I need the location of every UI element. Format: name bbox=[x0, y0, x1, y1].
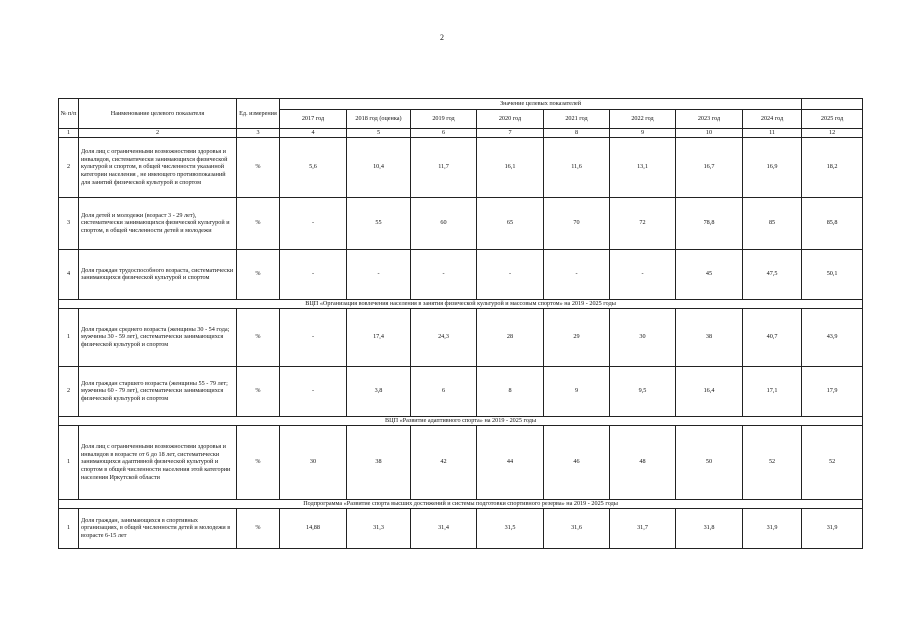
header-num: № п/п bbox=[59, 99, 79, 129]
value-cell: 70 bbox=[544, 197, 610, 249]
value-cell: 50 bbox=[676, 425, 743, 499]
unit-cell: % bbox=[237, 425, 280, 499]
table-row bbox=[59, 137, 863, 197]
value-cell: - bbox=[280, 197, 347, 249]
value-cell: 17,9 bbox=[802, 366, 863, 416]
value-cell: 10,4 bbox=[347, 137, 411, 197]
value-cell: 31,5 bbox=[477, 508, 544, 548]
value-cell: 40,7 bbox=[743, 308, 802, 366]
year-header: 2020 год bbox=[477, 110, 544, 129]
table-row bbox=[59, 308, 863, 366]
year-header: 2023 год bbox=[676, 110, 743, 129]
column-number: 1 bbox=[59, 129, 79, 138]
page-number: 2 bbox=[440, 33, 444, 42]
value-cell: 44 bbox=[477, 425, 544, 499]
column-number: 10 bbox=[676, 129, 743, 138]
value-cell: 55 bbox=[347, 197, 411, 249]
unit-cell: % bbox=[237, 249, 280, 299]
header-unit: Ед. измерения bbox=[237, 99, 280, 129]
section-row bbox=[59, 299, 863, 308]
value-cell: 31,6 bbox=[544, 508, 610, 548]
table-row bbox=[59, 425, 863, 499]
value-cell: 31,8 bbox=[676, 508, 743, 548]
unit-cell: % bbox=[237, 366, 280, 416]
column-number: 3 bbox=[237, 129, 280, 138]
value-cell: 42 bbox=[411, 425, 477, 499]
value-cell: - bbox=[544, 249, 610, 299]
value-cell: 13,1 bbox=[610, 137, 676, 197]
value-cell: 17,1 bbox=[743, 366, 802, 416]
value-cell: - bbox=[347, 249, 411, 299]
year-header: 2021 год bbox=[544, 110, 610, 129]
section-row bbox=[59, 499, 863, 508]
value-cell: 16,1 bbox=[477, 137, 544, 197]
year-header: 2019 год bbox=[411, 110, 477, 129]
unit-cell: % bbox=[237, 508, 280, 548]
table-row bbox=[59, 197, 863, 249]
value-cell: 43,9 bbox=[802, 308, 863, 366]
table-row bbox=[59, 508, 863, 548]
value-cell: 38 bbox=[347, 425, 411, 499]
value-cell: 45 bbox=[676, 249, 743, 299]
table-row bbox=[59, 366, 863, 416]
column-number: 2 bbox=[79, 129, 237, 138]
header-values-group-blank bbox=[802, 99, 863, 110]
indicator-name: Доля детей и молодежи (возраст 3 - 29 лет), систематически занимающихся физической культурой и спортом, в общей численности детей и молодежи bbox=[79, 197, 237, 249]
value-cell: 85,8 bbox=[802, 197, 863, 249]
column-number: 5 bbox=[347, 129, 411, 138]
column-number: 4 bbox=[280, 129, 347, 138]
value-cell: 65 bbox=[477, 197, 544, 249]
unit-cell: % bbox=[237, 137, 280, 197]
value-cell: 18,2 bbox=[802, 137, 863, 197]
value-cell: - bbox=[280, 366, 347, 416]
year-header: 2025 год bbox=[802, 110, 863, 129]
section-row bbox=[59, 416, 863, 425]
value-cell: 11,7 bbox=[411, 137, 477, 197]
value-cell: 52 bbox=[802, 425, 863, 499]
value-cell: 24,3 bbox=[411, 308, 477, 366]
section-title: Подпрограмма «Развитие спорта высших достижений и системы подготовки спортивного резерва» на 2019 - 2025 годы bbox=[59, 499, 863, 508]
value-cell: 38 bbox=[676, 308, 743, 366]
value-cell: 16,7 bbox=[676, 137, 743, 197]
section-title: ВЦП «Развитие адаптивного спорта» на 2019 - 2025 годы bbox=[59, 416, 863, 425]
value-cell: 46 bbox=[544, 425, 610, 499]
value-cell: 52 bbox=[743, 425, 802, 499]
row-number: 2 bbox=[59, 137, 79, 197]
table-row bbox=[59, 249, 863, 299]
year-header: 2018 год (оценка) bbox=[347, 110, 411, 129]
year-header: 2024 год bbox=[743, 110, 802, 129]
row-number: 3 bbox=[59, 197, 79, 249]
value-cell: 47,5 bbox=[743, 249, 802, 299]
value-cell: 16,9 bbox=[743, 137, 802, 197]
row-number: 1 bbox=[59, 425, 79, 499]
value-cell: 9,5 bbox=[610, 366, 676, 416]
unit-cell: % bbox=[237, 197, 280, 249]
indicator-name: Доля граждан старшего возраста (женщины 55 - 79 лет; мужчины 60 - 79 лет), систематически занимающихся физической культурой и спортом bbox=[79, 366, 237, 416]
value-cell: 48 bbox=[610, 425, 676, 499]
column-number: 11 bbox=[743, 129, 802, 138]
header-name: Наименование целевого показателя bbox=[79, 99, 237, 129]
value-cell: 16,4 bbox=[676, 366, 743, 416]
value-cell: 3,8 bbox=[347, 366, 411, 416]
value-cell: 31,9 bbox=[802, 508, 863, 548]
column-number: 6 bbox=[411, 129, 477, 138]
row-number: 1 bbox=[59, 508, 79, 548]
column-number: 8 bbox=[544, 129, 610, 138]
year-header: 2022 год bbox=[610, 110, 676, 129]
column-number: 12 bbox=[802, 129, 863, 138]
value-cell: 17,4 bbox=[347, 308, 411, 366]
value-cell: 31,9 bbox=[743, 508, 802, 548]
value-cell: - bbox=[280, 308, 347, 366]
column-number: 9 bbox=[610, 129, 676, 138]
value-cell: - bbox=[477, 249, 544, 299]
indicator-name: Доля лиц с ограниченными возможностями здоровья и инвалидов в возрасте от 6 до 18 лет, систематически занимающихся адаптивной физической культурой и спортом в общей численности населения этой категории населения Иркутской области bbox=[79, 425, 237, 499]
value-cell: 5,6 bbox=[280, 137, 347, 197]
value-cell: 31,4 bbox=[411, 508, 477, 548]
indicator-name: Доля граждан трудоспособного возраста, систематически занимающихся физической культурой и спортом bbox=[79, 249, 237, 299]
value-cell: 85 bbox=[743, 197, 802, 249]
value-cell: 14,88 bbox=[280, 508, 347, 548]
value-cell: 31,3 bbox=[347, 508, 411, 548]
value-cell: 30 bbox=[610, 308, 676, 366]
value-cell: - bbox=[610, 249, 676, 299]
row-number: 4 bbox=[59, 249, 79, 299]
value-cell: 72 bbox=[610, 197, 676, 249]
value-cell: 29 bbox=[544, 308, 610, 366]
value-cell: 8 bbox=[477, 366, 544, 416]
value-cell: 28 bbox=[477, 308, 544, 366]
row-number: 1 bbox=[59, 308, 79, 366]
unit-cell: % bbox=[237, 308, 280, 366]
indicators-table bbox=[58, 98, 863, 549]
row-number: 2 bbox=[59, 366, 79, 416]
indicator-name: Доля граждан среднего возраста (женщины 30 - 54 года; мужчины 30 - 59 лет), систематически занимающихся физической культурой и спортом bbox=[79, 308, 237, 366]
column-number: 7 bbox=[477, 129, 544, 138]
value-cell: - bbox=[411, 249, 477, 299]
value-cell: 78,8 bbox=[676, 197, 743, 249]
indicator-name: Доля лиц с ограниченными возможностями здоровья и инвалидов, систематически занимающихся физической культурой и спортом, в общей численности указанной категории населения , не имеющего противопоказаний для занятий физической культурой и спортом bbox=[79, 137, 237, 197]
value-cell: 50,1 bbox=[802, 249, 863, 299]
value-cell: 31,7 bbox=[610, 508, 676, 548]
value-cell: 6 bbox=[411, 366, 477, 416]
value-cell: 30 bbox=[280, 425, 347, 499]
section-title: ВЦП «Организация вовлечения населения в занятия физической культурой и массовым спортом» на 2019 - 2025 годы bbox=[59, 299, 863, 308]
value-cell: 60 bbox=[411, 197, 477, 249]
value-cell: 9 bbox=[544, 366, 610, 416]
indicator-name: Доля граждан, занимающихся в спортивных организациях, в общей численности детей и молодежи в возрасте 6-15 лет bbox=[79, 508, 237, 548]
value-cell: - bbox=[280, 249, 347, 299]
value-cell: 11,6 bbox=[544, 137, 610, 197]
header-values-group: Значение целевых показателей bbox=[280, 99, 802, 110]
year-header: 2017 год bbox=[280, 110, 347, 129]
